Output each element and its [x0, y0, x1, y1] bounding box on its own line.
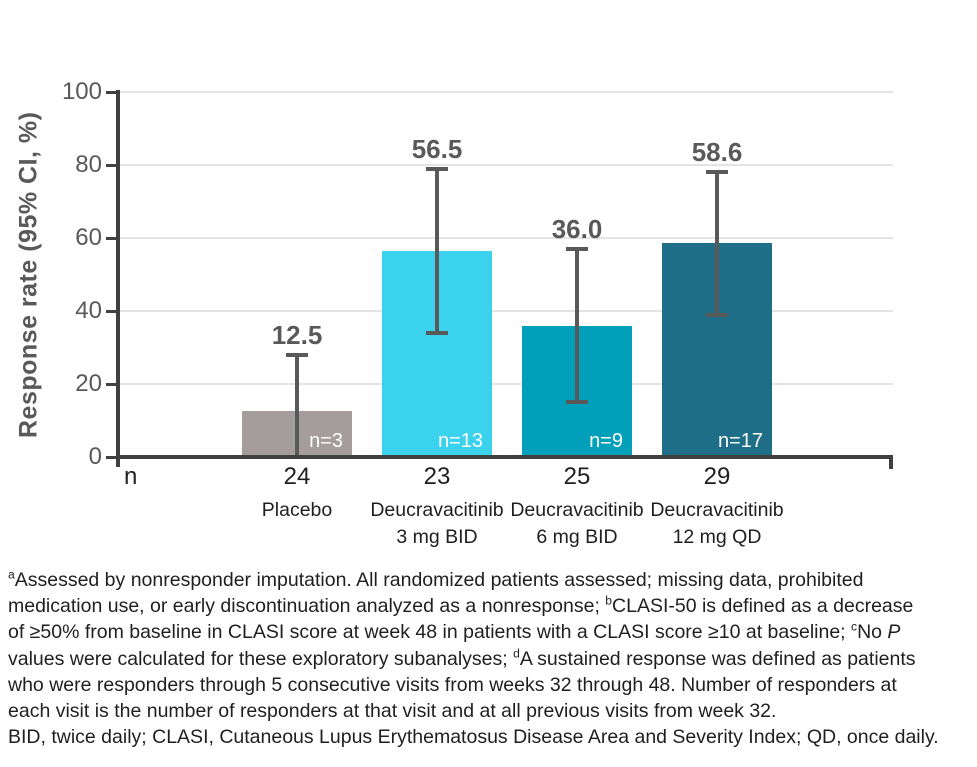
- error-bar-cap-top: [706, 170, 728, 174]
- error-bar: [575, 249, 579, 402]
- x-axis-end-tick: [889, 455, 893, 469]
- error-bar: [715, 172, 719, 314]
- footnote-line: [8, 646, 973, 672]
- bar-n-label: n=13: [437, 429, 483, 452]
- error-bar-cap-top: [426, 167, 448, 171]
- footnote-text: medication use, or early discontinuation analyzed as a nonresponse;: [8, 595, 606, 618]
- footnote-text: who were responders through 5 consecutive visits from weeks 32 through 48. Number of responders at: [8, 673, 897, 696]
- category-label-deucravacitinib-6mg-bid: 6 mg BID: [536, 526, 618, 548]
- footnote: [8, 567, 973, 750]
- footnote-superscript: a: [8, 567, 15, 582]
- category-label-placebo: Placebo: [261, 499, 333, 521]
- error-bar-cap-bottom: [566, 400, 588, 404]
- category-label-deucravacitinib-12mg-qd: 12 mg QD: [672, 526, 762, 548]
- error-bar-cap-bottom: [706, 313, 728, 317]
- x-axis-line: [116, 455, 893, 459]
- footnote-line: [8, 672, 973, 698]
- footnote-line: [8, 593, 973, 619]
- footnote-line: [8, 619, 973, 645]
- footnote-text: each visit is the number of responders at that visit and at all previous visits from week 32.: [8, 700, 777, 723]
- footnote-italic: P: [887, 621, 901, 644]
- footnote-line: [8, 567, 973, 593]
- y-tick-label: 0: [88, 443, 102, 470]
- value-label: 12.5: [271, 319, 323, 350]
- y-tick-label: 20: [75, 370, 102, 397]
- bar-n-label: n=17: [717, 429, 763, 452]
- footnote-text: CLASI-50 is defined as a decrease: [612, 595, 914, 618]
- footnote-text: Assessed by nonresponder imputation. All randomized patients assessed; missing data, prohibited: [14, 569, 864, 591]
- category-label-deucravacitinib-6mg-bid: Deucravacitinib: [510, 499, 644, 521]
- error-bar: [295, 355, 299, 455]
- footnote-text: of ≥50% from baseline in CLASI score at week 48 in patients with a CLASI score ≥10 at baseline;: [8, 621, 852, 644]
- value-label: 56.5: [411, 133, 463, 164]
- y-axis-line: [116, 90, 120, 467]
- gridline: [120, 237, 893, 239]
- error-bar-cap-top: [566, 247, 588, 251]
- n-row-label: n: [124, 463, 138, 490]
- footnote-superscript: d: [513, 646, 520, 661]
- n-row-value: 23: [423, 463, 451, 490]
- n-row-value: 24: [283, 463, 311, 490]
- y-tick-label: 100: [61, 78, 102, 105]
- value-label: 36.0: [551, 213, 603, 244]
- gridline: [120, 164, 893, 166]
- category-label-deucravacitinib-3mg-bid: Deucravacitinib: [370, 499, 504, 521]
- y-tick-label: 60: [75, 224, 102, 251]
- error-bar-cap-top: [286, 353, 308, 357]
- gridline: [120, 383, 893, 385]
- gridline: [120, 91, 893, 93]
- footnote-line: [8, 724, 973, 750]
- value-label: 58.6: [691, 137, 743, 168]
- error-bar-cap-bottom: [426, 331, 448, 335]
- n-row-value: 25: [563, 463, 591, 490]
- footnote-superscript: b: [605, 593, 613, 608]
- n-row-value: 29: [703, 463, 731, 490]
- footnote-line: [8, 698, 973, 724]
- bar-n-label: n=9: [589, 429, 623, 452]
- y-tick-label: 40: [75, 297, 102, 324]
- y-axis-title: Response rate (95% CI, %): [14, 111, 43, 439]
- gridline: [120, 310, 893, 312]
- footnote-text: A sustained response was defined as patients: [519, 647, 916, 670]
- error-bar: [435, 169, 439, 333]
- footnote-superscript: c: [851, 619, 858, 634]
- bar-n-label: n=3: [309, 430, 343, 452]
- category-label-deucravacitinib-3mg-bid: 3 mg BID: [396, 526, 478, 548]
- category-label-deucravacitinib-12mg-qd: Deucravacitinib: [650, 499, 784, 521]
- footnote-text: No: [857, 621, 888, 644]
- y-tick-label: 80: [75, 151, 102, 178]
- footnote-text: BID, twice daily; CLASI, Cutaneous Lupus Erythematosus Disease Area and Severity Index; QD, once daily.: [8, 726, 939, 749]
- footnote-text: values were calculated for these exploratory subanalyses;: [8, 647, 514, 670]
